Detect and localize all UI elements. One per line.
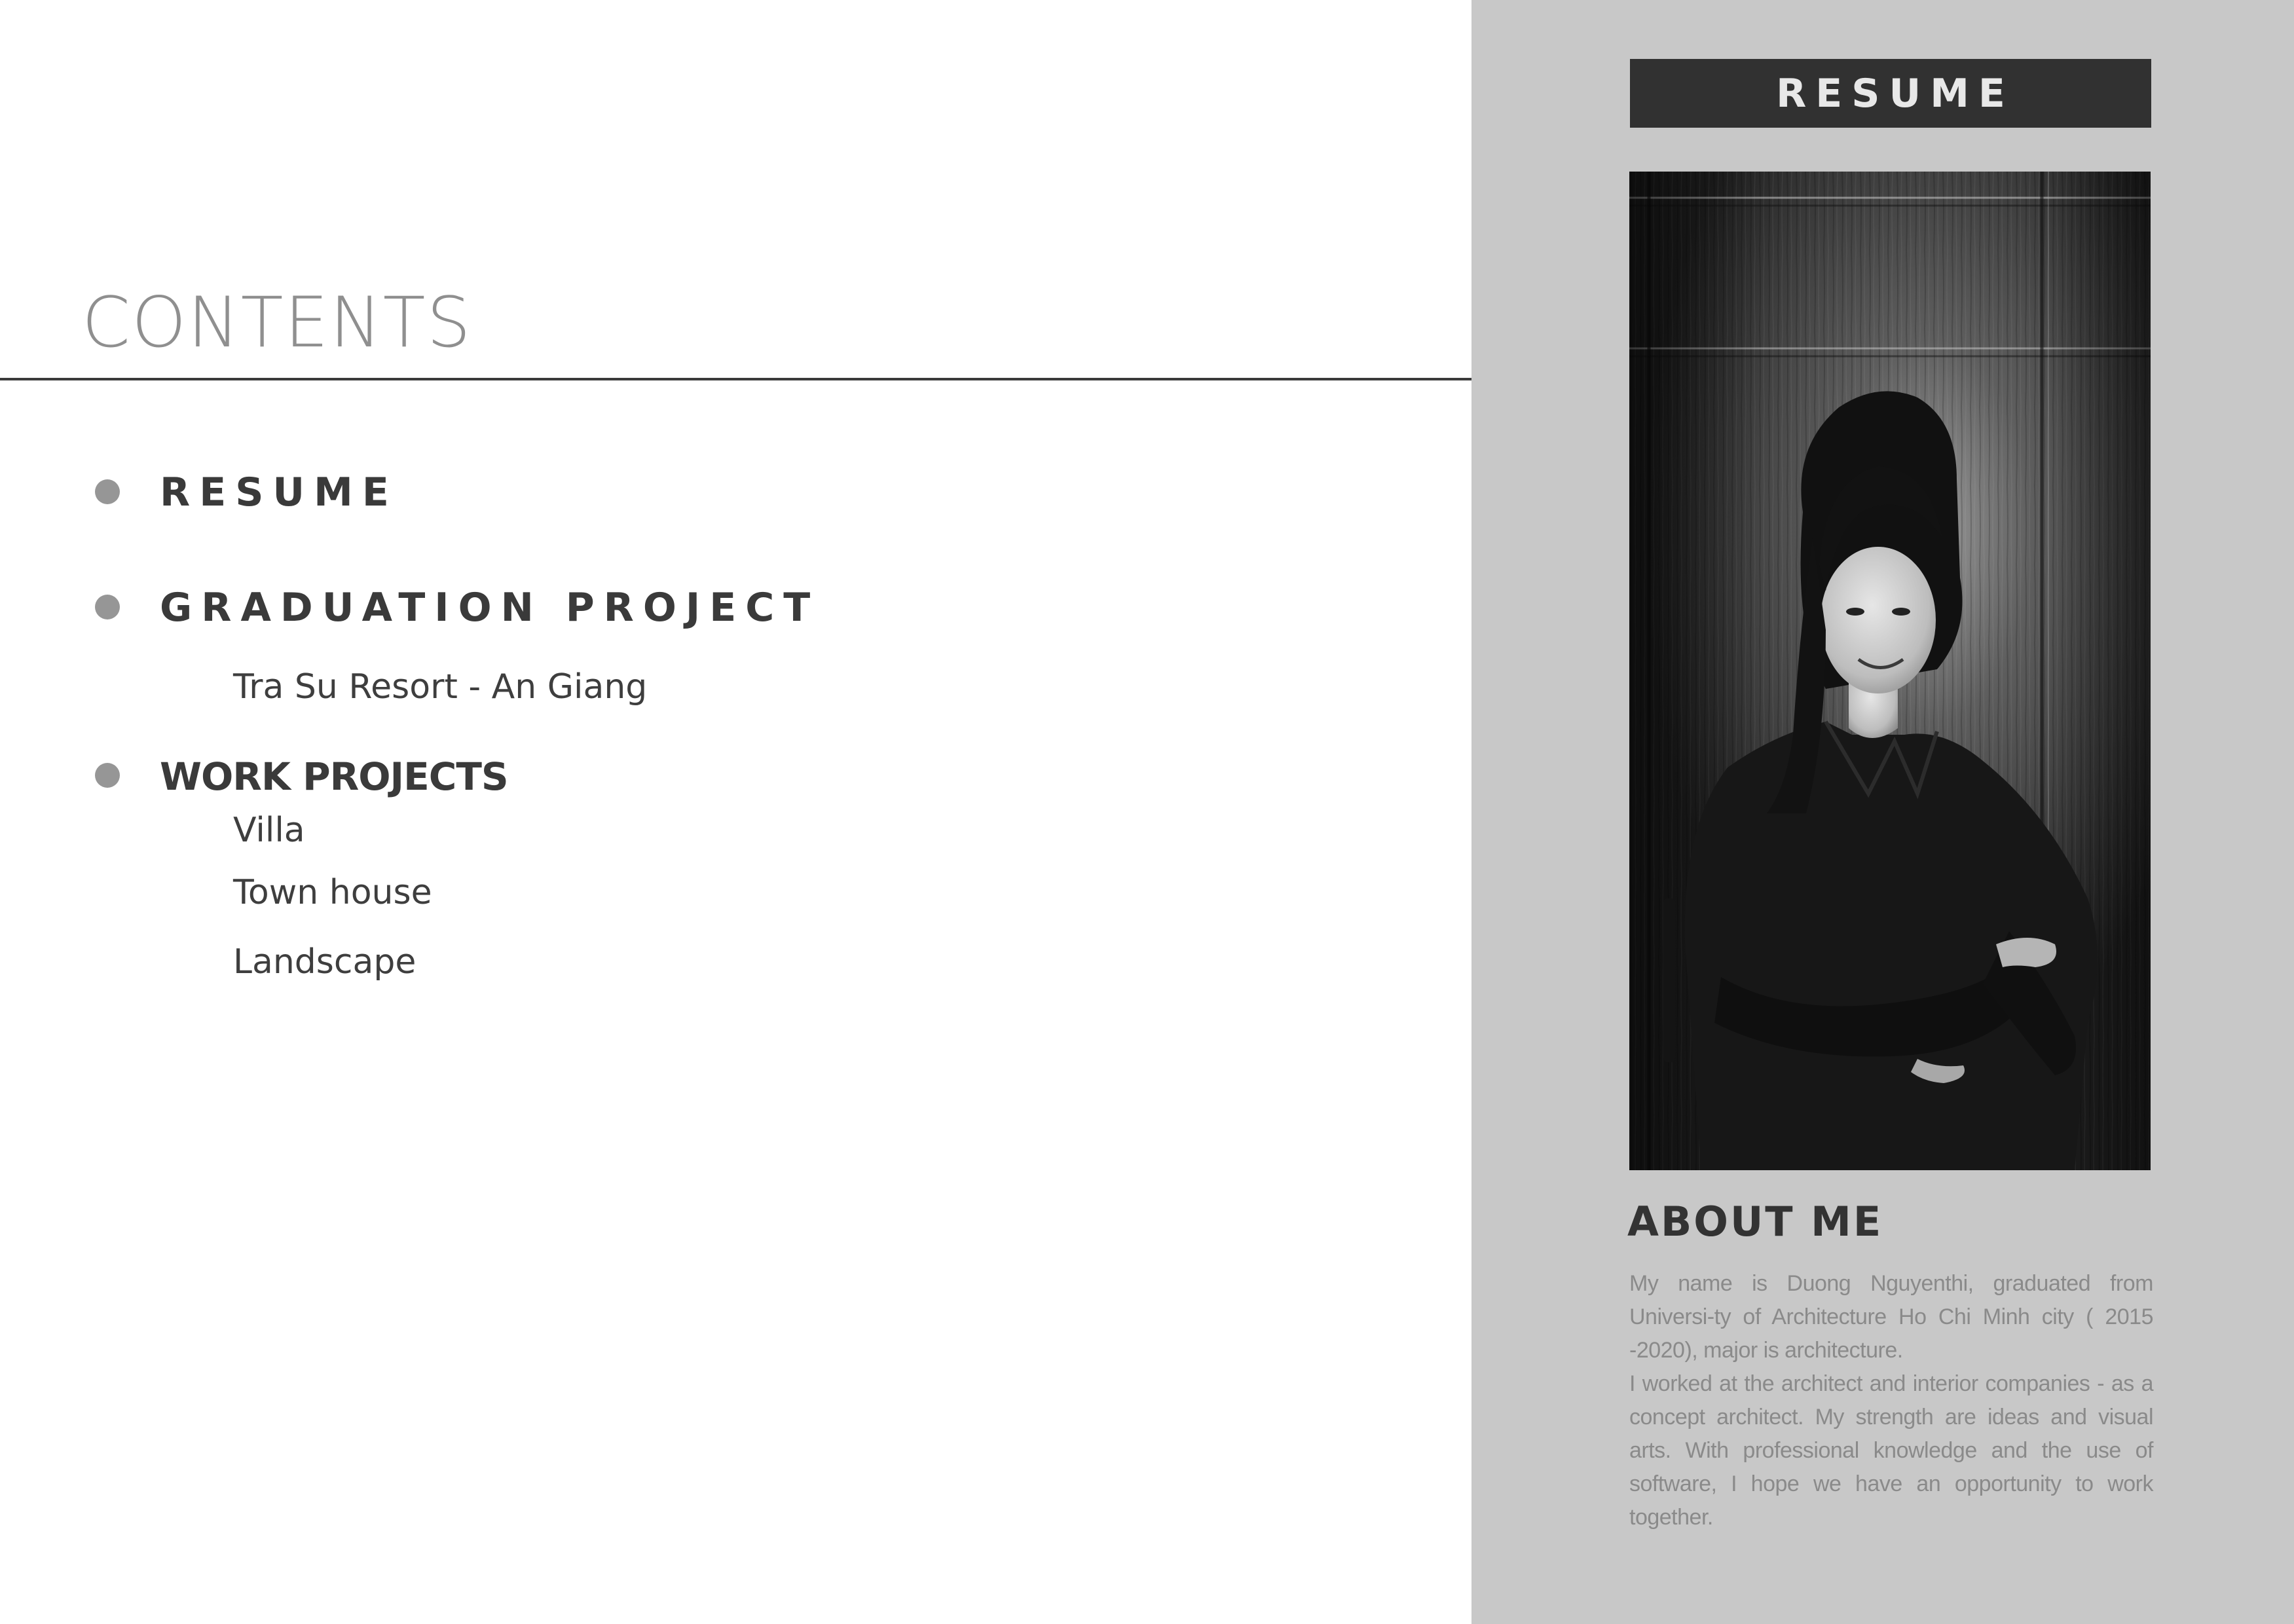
bullet-icon (95, 763, 120, 788)
resume-banner-label: RESUME (1776, 70, 2014, 117)
resume-banner (1630, 59, 2151, 128)
about-me-title: ABOUT ME (1627, 1198, 1883, 1246)
sub-item-landscape[interactable]: Landscape (233, 942, 416, 982)
about-me-text (1629, 1267, 2153, 1534)
portrait-photo (1629, 172, 2151, 1170)
about-paragraph: I worked at the architect and interior companies - as a concept architect. My strength are ideas and visual arts. With professional knowledge and the use of software, I hope we have an opportunity to work together. (1629, 1371, 2153, 1530)
sub-item-tra-su-resort[interactable]: Tra Su Resort - An Giang (233, 667, 648, 707)
section-heading-graduation-project[interactable]: GRADUATION PROJECT (160, 585, 820, 631)
section-heading-resume[interactable]: RESUME (160, 470, 398, 515)
resume-panel (1471, 0, 2294, 1624)
bullet-icon (95, 595, 120, 619)
section-heading-work-projects[interactable]: WORK PROJECTS (160, 754, 508, 799)
sub-item-villa[interactable]: Villa (233, 811, 305, 850)
contents-divider (0, 378, 1471, 380)
bullet-icon (95, 479, 120, 504)
sub-item-town-house[interactable]: Town house (233, 873, 432, 912)
contents-title: CONTENTS (82, 282, 472, 363)
about-paragraph: My name is Duong Nguyenthi, graduated from Universi-ty of Architecture Ho Chi Minh city ( 2015 -2020), major is architecture. (1629, 1271, 2153, 1363)
